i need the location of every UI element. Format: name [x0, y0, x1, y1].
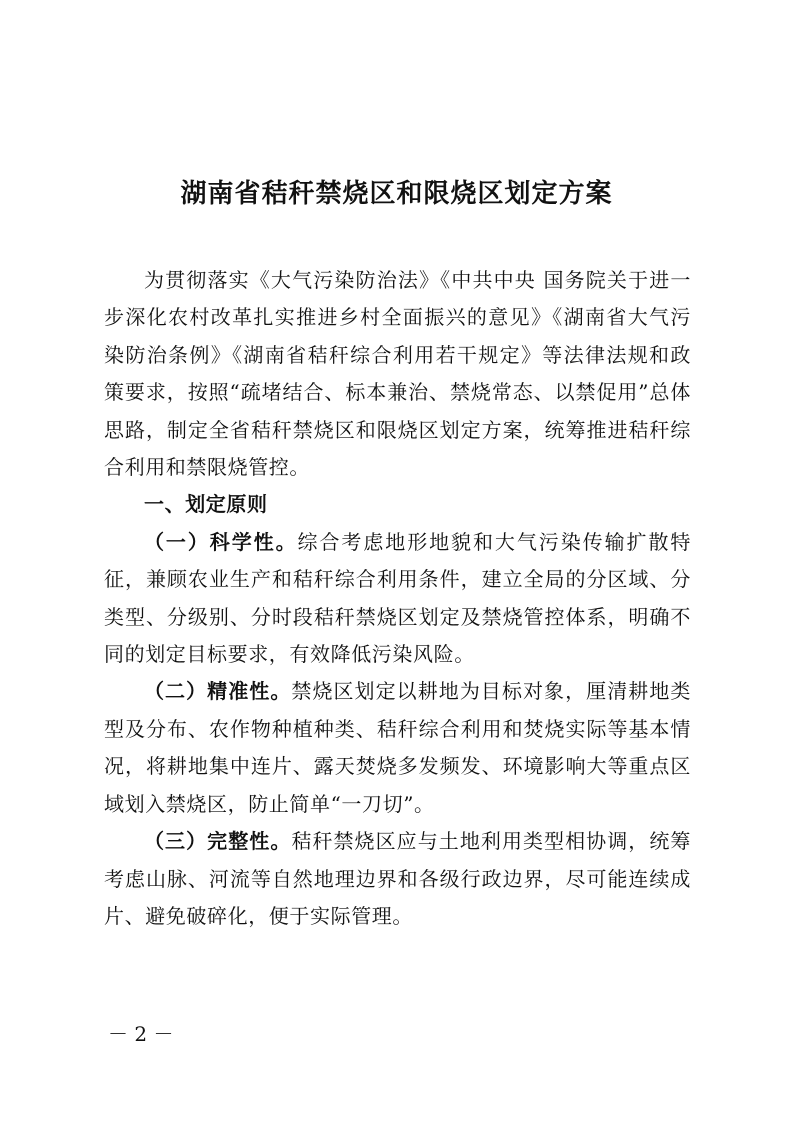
principle-label: （二）精准性。	[144, 679, 292, 704]
principle-text: 综合考虑地形地貌和大气污染传输扩散特征，兼顾农业生产和秸秆综合利用条件，建立全局的分区域、分类型、分级别、分时段秸秆禁烧区划定及禁烧管控体系，明确不同的划定目标要求，有效降低污染风险。	[104, 529, 691, 667]
intro-paragraph: 为贯彻落实《大气污染防治法》《中共中央 国务院关于进一步深化农村改革扎实推进乡村全面振兴的意见》《湖南省大气污染防治条例》《湖南省秸秆综合利用若干规定》等法律法规和政策要求，按照“疏堵结合、标本兼治、禁烧常态、以禁促用”总体思路，制定全省秸秆禁烧区和限烧区划定方案，统筹推进秸秆综合利用和禁限烧管控。	[104, 268, 691, 480]
principle-text: 秸秆禁烧区应与土地利用类型相协调，统筹考虑山脉、河流等自然地理边界和各级行政边界，尽可能连续成片、避免破碎化，便于实际管理。	[104, 829, 691, 928]
principle-label: （三）完整性。	[144, 829, 292, 854]
document-body	[104, 262, 691, 935]
principle-label: （一）科学性。	[144, 529, 298, 554]
principle-paragraph	[104, 673, 691, 823]
principle-paragraph	[104, 823, 691, 935]
principle-text: 禁烧区划定以耕地为目标对象，厘清耕地类型及分布、农作物种植种类、秸秆综合利用和焚烧实际等基本情况，将耕地集中连片、露天焚烧多发频发、环境影响大等重点区域划入禁烧区，防止简单“一刀切”。	[104, 679, 691, 816]
page-number: － 2 －	[108, 1022, 174, 1046]
principle-paragraph	[104, 524, 691, 674]
section-heading: 一、划定原则	[144, 492, 268, 517]
document-title: 湖南省秸秆禁烧区和限烧区划定方案	[180, 179, 613, 209]
